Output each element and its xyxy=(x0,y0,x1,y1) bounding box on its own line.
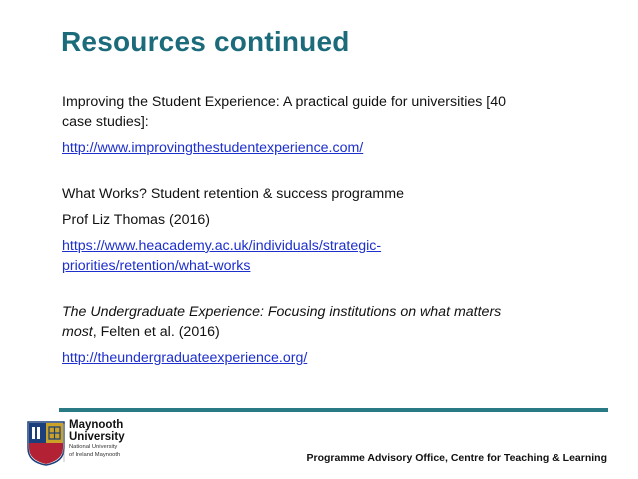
resource-1-link[interactable]: http://www.improvingthestudentexperience.com/ xyxy=(62,140,364,156)
resource-3-title xyxy=(62,302,602,342)
resource-1-title xyxy=(62,92,602,132)
resource-2-link-line1: https://www.heacademy.ac.uk/individuals/strategic- xyxy=(62,238,382,254)
footer-divider xyxy=(59,408,608,412)
university-logo xyxy=(69,420,125,458)
resource-1-title-line1: Improving the Student Experience: A practical guide for universities [40 xyxy=(62,94,507,110)
resource-2-link[interactable] xyxy=(62,238,381,274)
resources-list xyxy=(62,92,602,368)
resource-3-title-italic-line1: The Undergraduate Experience: Focusing institutions on what matters xyxy=(62,304,502,320)
logo-sub-line1: National University xyxy=(69,444,118,450)
footer-text: Programme Advisory Office, Centre for Teaching & Learning xyxy=(306,452,607,464)
resource-2-author: Prof Liz Thomas (2016) xyxy=(62,212,210,228)
resource-2-title: What Works? Student retention & success programme xyxy=(62,186,404,202)
resource-3-authors: , Felten et al. (2016) xyxy=(92,324,220,340)
resource-2-link-line2: priorities/retention/what-works xyxy=(62,258,251,274)
logo-name-line2: University xyxy=(69,430,125,443)
resource-3-link[interactable]: http://theundergraduateexperience.org/ xyxy=(62,350,308,366)
slide-title: Resources continued xyxy=(61,26,350,57)
resource-1-title-line2: case studies]: xyxy=(62,114,149,130)
logo-sub-line2: of Ireland Maynooth xyxy=(69,451,121,458)
logo-name-line1: Maynooth xyxy=(69,419,124,431)
resource-3-title-italic-line2: most xyxy=(62,324,93,340)
